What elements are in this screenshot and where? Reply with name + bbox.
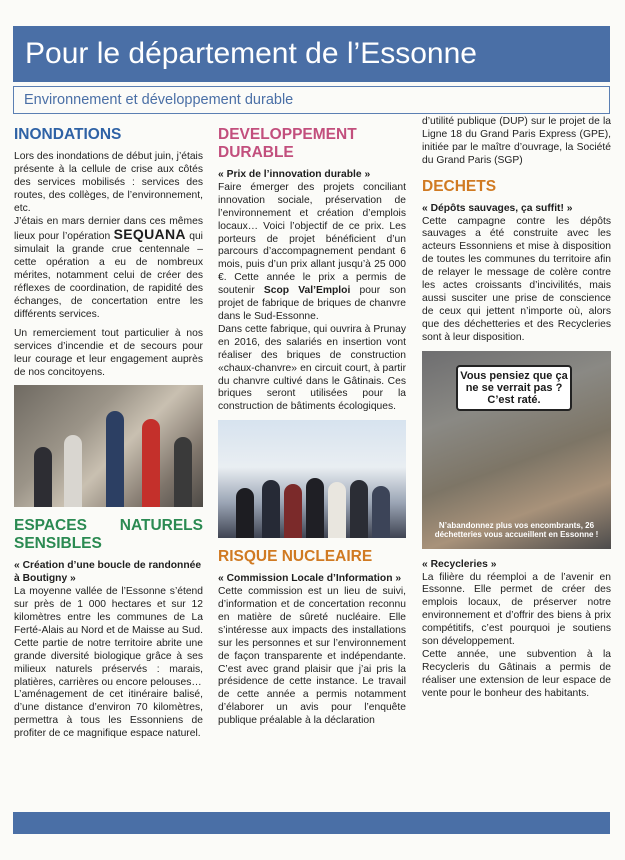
dev-p1-after: pour son projet de fabrique de briques de chanvre dans le Sud-Essonne. xyxy=(218,285,406,322)
column-left xyxy=(14,122,203,741)
page-subtitle: Environnement et développement durable xyxy=(13,86,610,114)
poster-speech-bubble: Vous pensiez que ça ne se verrait pas ? C’est raté. xyxy=(456,365,572,411)
heading-developpement-durable: DEVELOPPEMENT DURABLE xyxy=(218,126,357,161)
crisis-cell-photo xyxy=(14,385,203,507)
inondations-paragraph-2 xyxy=(14,216,203,322)
espaces-paragraph-1: La moyenne vallée de l’Essonne s’étend sur près de 1 000 hectares et sur 12 kilomètres entre les communes de La Ferté-Alais au Nord et de Maisse au Sud. Cette partie de notre territoire abrite une grande diversité biologique grâce à ses milieux naturels préservés : marais, platières, carrières ou encore pelouses… xyxy=(14,586,203,688)
award-group-photo xyxy=(218,420,406,538)
heading-espaces-naturels: ESPACES NATURELS SENSIBLES xyxy=(14,517,203,553)
footer-bar xyxy=(13,812,610,834)
recycleries-paragraph-2: Cette année, une subvention à la Recycleris du Gâtinais a permis de réaliser une extension de leur espace de vente pour le bonheur des habitants. xyxy=(422,648,611,699)
espaces-kicker: « Création d’une boucle de randonnée à Boutigny » xyxy=(14,560,202,585)
dechets-kicker: « Dépôts sauvages, ça suffit! » xyxy=(422,202,573,214)
heading-risque-nucleaire: RISQUE NUCLEAIRE xyxy=(218,548,373,566)
dev-kicker: « Prix de l’innovation durable » xyxy=(218,169,371,180)
poster-caption: N’abandonnez plus vos encombrants, 26 déchetteries vous accueillent en Essonne ! xyxy=(434,520,599,539)
heading-dechets: DECHETS xyxy=(422,177,497,195)
recycleries-paragraph-1: La filière du réemploi a de l’avenir en Essonne. Elle permet de créer des emplois locaux, de préserver notre environnement et d’offrir des biens à prix compétitifs, c’est pourquoi je soutiens son développement. xyxy=(422,571,611,648)
dumping-poster xyxy=(422,351,611,549)
inondations-p2-after: qui simulait la grande crue centennale – cette opération a eu de nombreux mérites, notamment celui de créer des réflexes de coordination, de rapidité des échanges, de concertation entre les différents services. xyxy=(14,231,203,320)
risque-kicker: « Commission Locale d’Information » xyxy=(218,573,402,585)
page-title: Pour le département de l’Essonne xyxy=(13,26,610,82)
risque-paragraph-1: Cette commission est un lieu de suivi, d’information et de concertation reconnu en matière de sûreté nucléaire. Elle s’intéresse aux impacts des installations sur les personnes et sur l’environnement de façon transparente et indépendante. C’est avec grand plaisir que j’ai pris la présidence de cette instance. Le travail de cette année a permis notamment d’élaborer un avis pour l’enquête publique préalable à la déclaration xyxy=(218,586,406,727)
dechets-paragraph-1: Cette campagne contre les dépôts sauvages a été construite avec les acteurs Essonniens et mise à disposition de toutes les communes du territoire afin de relayer le message de colère contre les actes croissants d’incivilités, mais aussi susciter une prise de conscience de ceux qui jettent n’importe où, alors que des déchetteries et des Recycleries sont à leur disposition. xyxy=(422,215,611,343)
risque-continuation: d’utilité publique (DUP) sur le projet de la Ligne 18 du Grand Paris Express (GPE), initiée par le maître d’ouvrage, la Société du Grand Paris (SGP) xyxy=(422,116,611,166)
column-right xyxy=(422,116,611,701)
espaces-paragraph-2: L’aménagement de cet itinéraire balisé, d’une distance d’environ 70 kilomètres, permettra à tous les Essonniens de profiter de ce magnifique espace naturel. xyxy=(14,689,203,740)
inondations-p2-before: J’étais en mars dernier dans ces mêmes lieux pour l’opération xyxy=(14,215,203,243)
dev-paragraph-1 xyxy=(218,182,406,324)
inondations-paragraph-1: Lors des inondations de début juin, j’étais présente à la cellule de crise aux côtés des services mobilisés : services des routes, des collèges, de l’environnement, etc. xyxy=(14,151,203,214)
column-middle xyxy=(218,122,406,728)
dev-paragraph-2: Dans cette fabrique, qui ouvrira à Prunay en 2016, des salariés en insertion vont réaliser des briques de construction «chaux-chanvre» en circuit court, à partir du chanvre cultivé dans le Gâtinais. Ces briques seront utilisées pour la construction de bâtiments écologiques. xyxy=(218,323,406,413)
heading-inondations: INONDATIONS xyxy=(14,126,122,143)
inondations-paragraph-3: Un remerciement tout particulier à nos services d’incendie et de secours pour leur courage et leur engagement auprès de nos concitoyens. xyxy=(14,327,203,378)
dev-p1-before: Faire émerger des projets conciliant innovation sociale, préservation de l’environnement et création d’emplois locaux… Voici l’objectif de ce prix. Les porteurs de projet bénéficient d’un parcours d’accompagnement pendant 6 mois, puis d’un prix allant jusqu’à 25 000 €. Cette année le prix a permis de soutenir xyxy=(218,181,406,297)
scop-valemploi: Scop Val’Emploi xyxy=(263,285,351,297)
recycleries-kicker: « Recycleries » xyxy=(422,558,497,570)
sequana-label: SEQUANA xyxy=(113,226,186,243)
